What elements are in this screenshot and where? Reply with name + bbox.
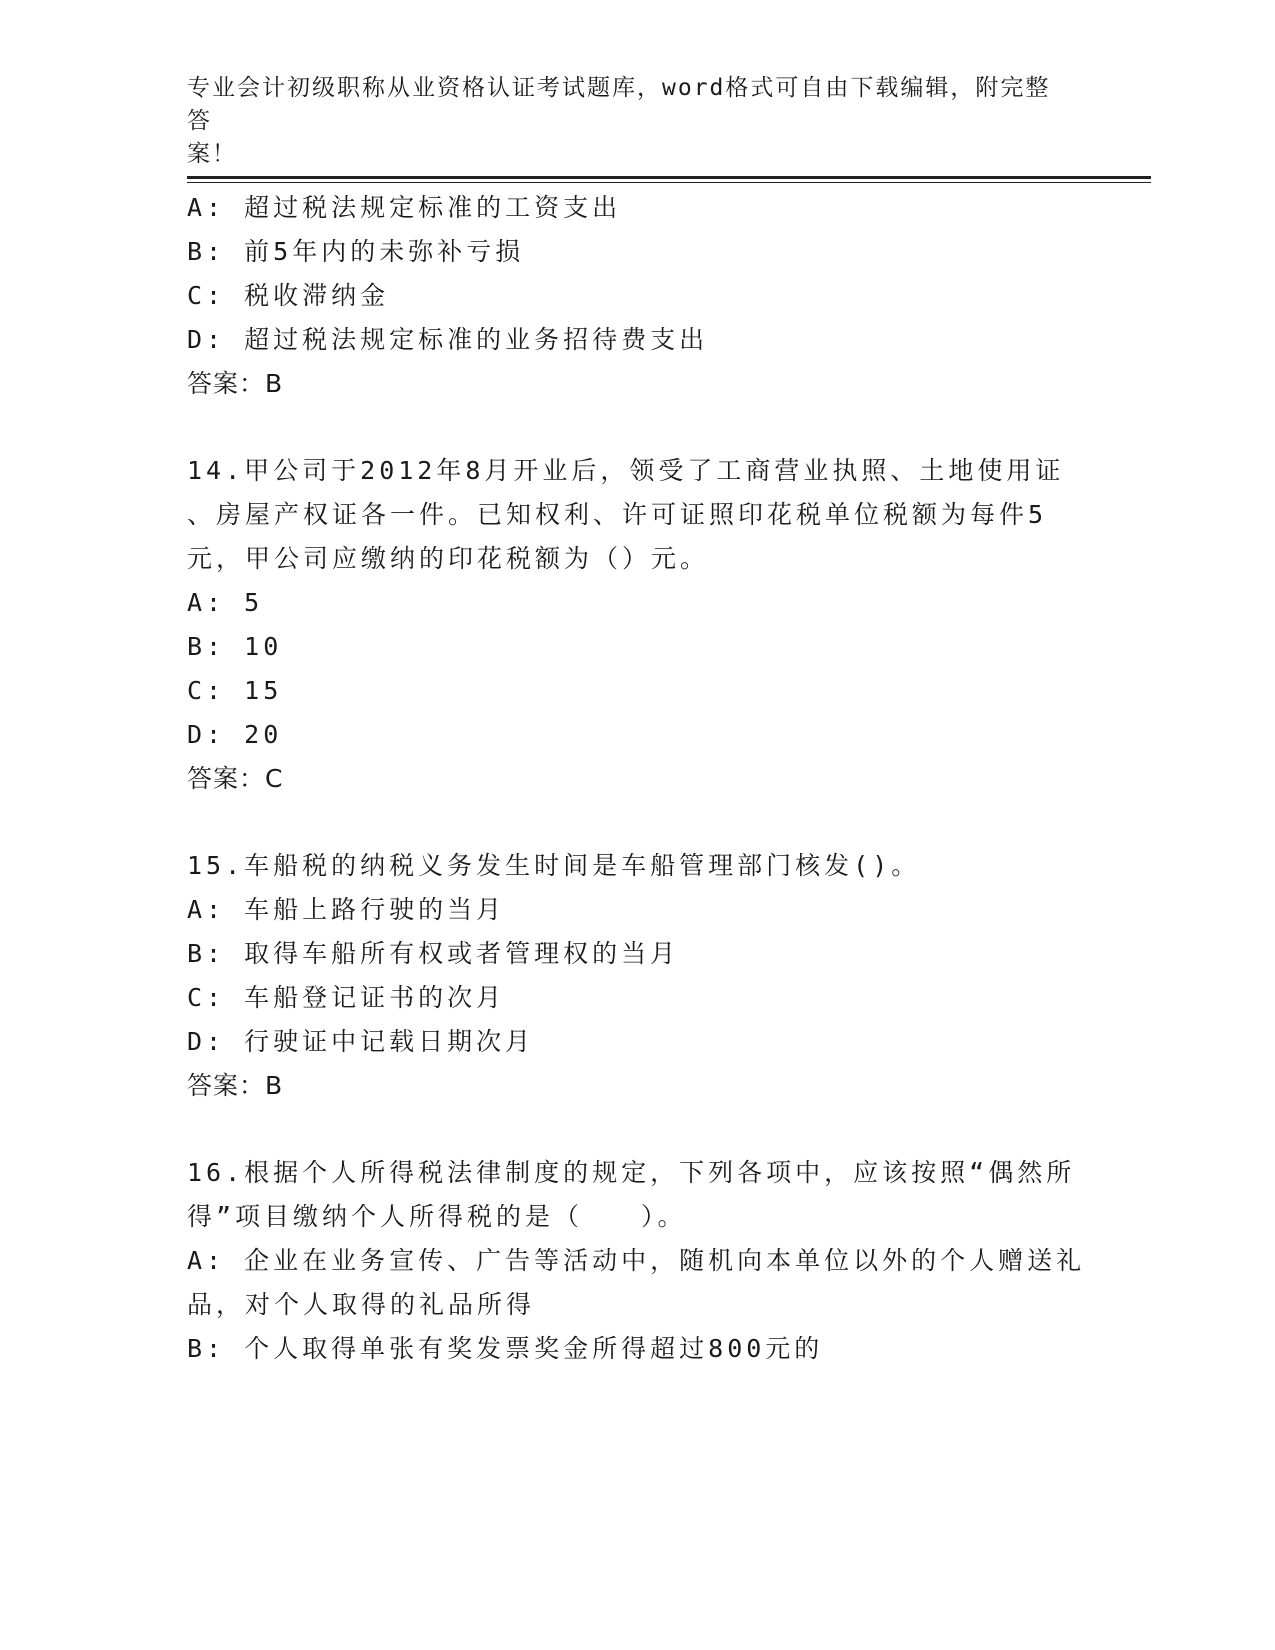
q14-stem-line-1: 14.甲公司于2012年8月开业后，领受了工商营业执照、土地使用证 [187, 456, 1065, 485]
q14-option-c: C: 15 [187, 676, 283, 705]
q16-option-a-line-1: A: 企业在业务宣传、广告等活动中，随机向本单位以外的个人赠送礼 [187, 1246, 1086, 1275]
q14-answer: 答案：C [187, 764, 284, 793]
q13-option-d: D: 超过税法规定标准的业务招待费支出 [187, 325, 709, 354]
q13-answer: 答案：B [187, 369, 284, 398]
header-divider-thin [187, 182, 1151, 183]
q14-option-a: A: 5 [187, 588, 264, 617]
q14-stem-line-3: 元，甲公司应缴纳的印花税额为（）元。 [187, 544, 710, 573]
q15-option-c: C: 车船登记证书的次月 [187, 983, 506, 1012]
q13-option-c: C: 税收滞纳金 [187, 281, 390, 310]
q15-option-d: D: 行驶证中记载日期次月 [187, 1027, 535, 1056]
q15-answer: 答案：B [187, 1071, 284, 1100]
q16-stem-line-2: 得”项目缴纳个人所得税的是（ ）。 [187, 1202, 687, 1231]
header-text-line-2: 案！ [187, 141, 237, 167]
q15-option-a: A: 车船上路行驶的当月 [187, 895, 506, 924]
q16-option-b: B: 个人取得单张有奖发票奖金所得超过800元的 [187, 1334, 824, 1363]
q13-option-b: B: 前5年内的未弥补亏损 [187, 237, 525, 266]
q14-stem-line-2: 、房屋产权证各一件。已知权利、许可证照印花税单位税额为每件5 [187, 500, 1048, 529]
q16-stem-line-1: 16.根据个人所得税法律制度的规定，下列各项中，应该按照“偶然所 [187, 1158, 1076, 1187]
q16-option-a-line-2: 品，对个人取得的礼品所得 [187, 1290, 536, 1319]
q14-option-d: D: 20 [187, 720, 283, 749]
q13-option-a: A: 超过税法规定标准的工资支出 [187, 193, 622, 222]
q15-stem-line-1: 15.车船税的纳税义务发生时间是车船管理部门核发()。 [187, 851, 921, 880]
q14-option-b: B: 10 [187, 632, 283, 661]
header-divider-thick [187, 176, 1151, 179]
document-header [187, 72, 1067, 171]
q15-option-b: B: 取得车船所有权或者管理权的当月 [187, 939, 680, 968]
header-text-line-1: 专业会计初级职称从业资格认证考试题库，word格式可自由下载编辑，附完整答 [187, 75, 1051, 134]
